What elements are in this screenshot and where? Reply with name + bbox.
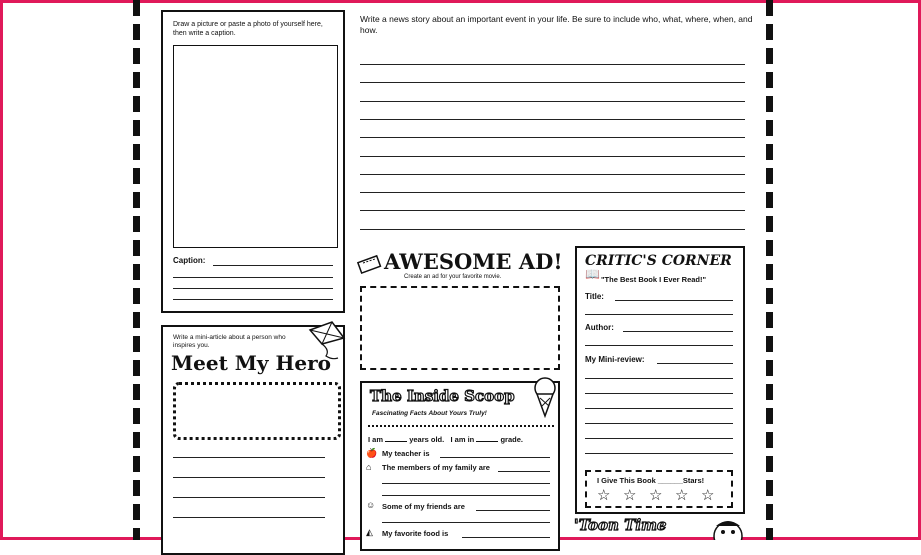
news-line[interactable] [360,210,745,211]
news-line[interactable] [360,119,745,120]
review-line[interactable] [585,453,733,454]
scoop-i-am-in: I am in [450,435,475,444]
apple-icon: 🍎 [366,448,378,458]
grade-blank[interactable] [476,441,498,442]
news-line[interactable] [360,82,745,83]
critic-title: CRITIC'S CORNER [585,253,732,269]
scoop-subtitle: Fascinating Facts About Yours Truly! [372,410,487,417]
photo-frame[interactable] [173,45,338,248]
teacher-line[interactable] [440,457,550,458]
photo-instruction: Draw a picture or paste a photo of yourself here, then write a caption. [173,21,323,37]
star-icon[interactable]: ☆ [701,487,715,504]
review-line[interactable] [585,438,733,439]
review-line[interactable] [657,363,733,364]
ticket-icon [357,254,383,276]
caption-line[interactable] [213,265,333,266]
star-icon[interactable]: ☆ [649,487,663,504]
friends-label: Some of my friends are [382,502,465,511]
scoop-i-am: I am [368,435,384,444]
rating-label: I Give This Book ______Stars! [597,476,705,485]
hero-line[interactable] [173,457,325,458]
hero-line[interactable] [173,477,325,478]
book-title-line[interactable] [585,314,733,315]
scoop-years-old: years old. [409,435,445,444]
ad-instruction: Create an ad for your favorite movie. [404,274,502,280]
star-icon[interactable]: ☆ [675,487,689,504]
teacher-label: My teacher is [382,449,430,458]
ad-title: AWESOME AD! [384,249,563,274]
left-checker-border [133,0,140,540]
book-icon: 📖 [585,267,600,281]
hero-line[interactable] [173,517,325,518]
friends-line[interactable] [382,522,550,523]
news-line[interactable] [360,101,745,102]
star-icon[interactable]: ☆ [623,487,637,504]
toon-title: 'Toon Time [574,516,667,534]
scoop-age-grade-row [368,435,523,444]
caption-line[interactable] [173,277,333,278]
news-line[interactable] [360,229,745,230]
ice-cream-icon [530,376,560,418]
news-line[interactable] [360,192,745,193]
friends-line[interactable] [476,510,550,511]
family-line[interactable] [382,483,550,484]
critic-title-label: Title: [585,292,604,301]
cartoon-face-icon [708,516,748,540]
star-icon[interactable]: ☆ [597,487,611,504]
critic-section [575,246,745,514]
review-line[interactable] [585,408,733,409]
news-line[interactable] [360,137,745,138]
hero-line[interactable] [173,497,325,498]
review-line[interactable] [585,423,733,424]
caption-label: Caption: [173,256,206,265]
scoop-divider [368,425,554,427]
author-line[interactable] [623,331,733,332]
critic-review-label: My Mini-review: [585,355,645,364]
food-line[interactable] [462,537,550,538]
kite-icon [302,318,352,363]
review-line[interactable] [585,393,733,394]
news-line[interactable] [360,174,745,175]
news-line[interactable] [360,64,745,65]
hero-title: Meet My Hero [171,351,332,375]
ad-drawing-area[interactable] [360,286,560,370]
review-line[interactable] [585,378,733,379]
friends-icon: ☺ [366,500,376,510]
family-line[interactable] [498,471,550,472]
book-title-line[interactable] [615,300,733,301]
critic-subtitle: "The Best Book I Ever Read!" [601,275,707,284]
house-icon: ⌂ [366,462,372,472]
photo-section [161,10,345,313]
family-line[interactable] [382,495,550,496]
news-line[interactable] [360,156,745,157]
scoop-grade: grade. [500,435,523,444]
author-line[interactable] [585,345,733,346]
right-checker-border [766,0,773,540]
critic-author-label: Author: [585,323,614,332]
scoop-title: The Inside Scoop [370,387,515,405]
pizza-icon: ◭ [366,527,373,537]
rating-box [585,470,733,508]
caption-line[interactable] [173,288,333,289]
hero-instruction: Write a mini-article about a person who inspires you. [173,334,286,349]
food-label: My favorite food is [382,529,449,538]
news-prompt: Write a news story about an important event in your life. Be sure to include who, what, where, when, and how. [360,14,753,35]
family-label: The members of my family are [382,463,490,472]
age-blank[interactable] [385,441,407,442]
caption-line[interactable] [173,299,333,300]
hero-name-frame[interactable] [173,382,341,440]
